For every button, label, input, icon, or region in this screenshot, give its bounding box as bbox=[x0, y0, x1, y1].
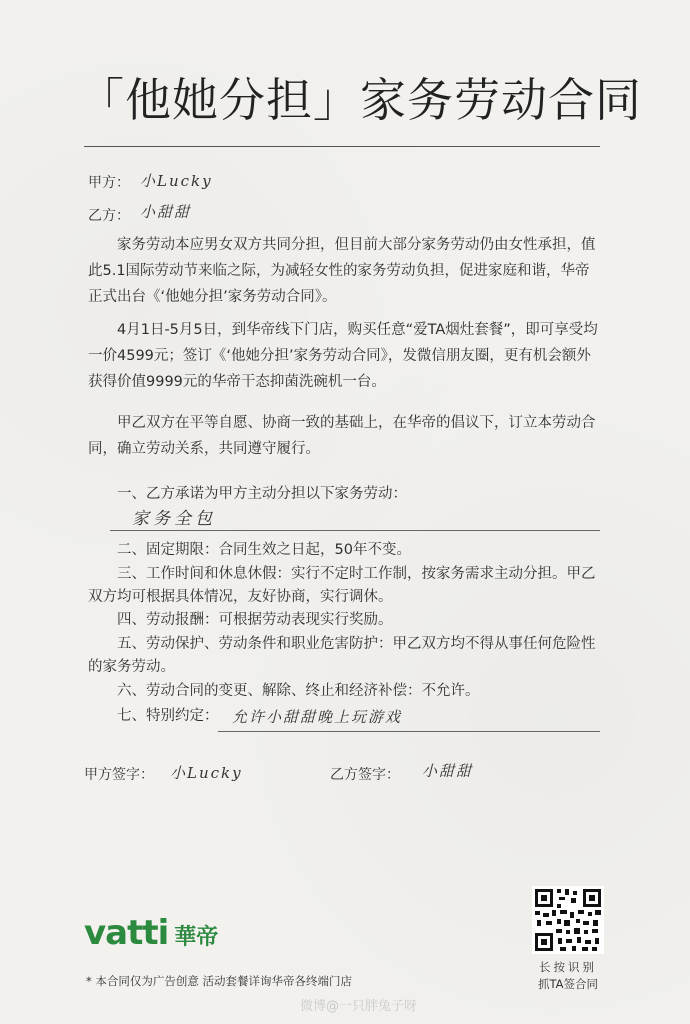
signature-a-label: 甲方签字： bbox=[84, 767, 154, 783]
clause-2: 二、固定期限：合同生效之日起，50年不变。 bbox=[117, 542, 411, 558]
qr-code[interactable] bbox=[532, 886, 604, 954]
party-a-name: 小Lucky bbox=[140, 172, 213, 190]
brand-logo-cn: 華帝 bbox=[174, 924, 219, 950]
clause-1: 一、乙方承诺为甲方主动分担以下家务劳动： bbox=[117, 486, 407, 502]
signature-b-label: 乙方签字： bbox=[330, 767, 400, 783]
qr-caption-2: 抓TA签合同 bbox=[538, 977, 598, 991]
title-divider bbox=[84, 146, 600, 147]
party-b-label: 乙方： bbox=[88, 208, 130, 224]
clause-6: 六、劳动合同的变更、解除、终止和经济补偿：不允许。 bbox=[117, 683, 480, 699]
signature-b: 小甜甜 bbox=[422, 762, 474, 780]
clause-7-fill: 允许小甜甜晚上玩游戏 bbox=[232, 708, 403, 726]
clause-4: 四、劳动报酬：可根据劳动表现实行奖励。 bbox=[117, 612, 393, 628]
clause-1-fill-line bbox=[110, 530, 600, 531]
qr-caption-1: 长按识别 bbox=[539, 960, 597, 974]
footer-note: * 本合同仅为广告创意 活动套餐详询华帝各终端门店 bbox=[86, 974, 353, 988]
clause-3: 三、工作时间和休息休假：实行不定时工作制，按家务需求主动分担。甲乙双方均可根据具体情况，友好协商，实行调休。 bbox=[88, 566, 596, 605]
intro-paragraph-3: 甲乙双方在平等自愿、协商一致的基础上，在华帝的倡议下，订立本劳动合同，确立劳动关系，共同遵守履行。 bbox=[88, 415, 596, 457]
brand-logo-en: vatti bbox=[84, 913, 169, 953]
clause-5: 五、劳动保护、劳动条件和职业危害防护：甲乙双方均不得从事任何危险性的家务劳动。 bbox=[88, 636, 596, 675]
intro-paragraph-2: 4月1日-5月5日，到华帝线下门店，购买任意“爱TA烟灶套餐”，即可享受均一价4599元；签订《‘他她分担’家务劳动合同》，发微信朋友圈，更有机会额外获得价值9999元的华帝干态抑菌洗碗机一台。 bbox=[88, 322, 598, 390]
intro-paragraph-1: 家务劳动本应男女双方共同分担，但目前大部分家务劳动仍由女性承担，值此5.1国际劳动节来临之际，为减轻女性的家务劳动负担，促进家庭和谐，华帝正式出台《‘他她分担’家务劳动合同》。 bbox=[88, 237, 596, 305]
weibo-watermark: 微博@一只胖兔子呀 bbox=[300, 999, 418, 1014]
party-b-name: 小甜甜 bbox=[140, 203, 192, 221]
clause-7: 七、特别约定： bbox=[117, 708, 219, 724]
qr-code-graphic bbox=[532, 886, 604, 954]
brand-logo bbox=[84, 913, 218, 953]
clause-7-fill-line bbox=[218, 731, 600, 732]
party-a-label: 甲方： bbox=[88, 175, 130, 191]
clause-1-fill: 家务全包 bbox=[132, 509, 216, 529]
signature-a: 小Lucky bbox=[170, 764, 243, 782]
contract-title: 「他她分担」家务劳动合同 bbox=[78, 73, 642, 127]
